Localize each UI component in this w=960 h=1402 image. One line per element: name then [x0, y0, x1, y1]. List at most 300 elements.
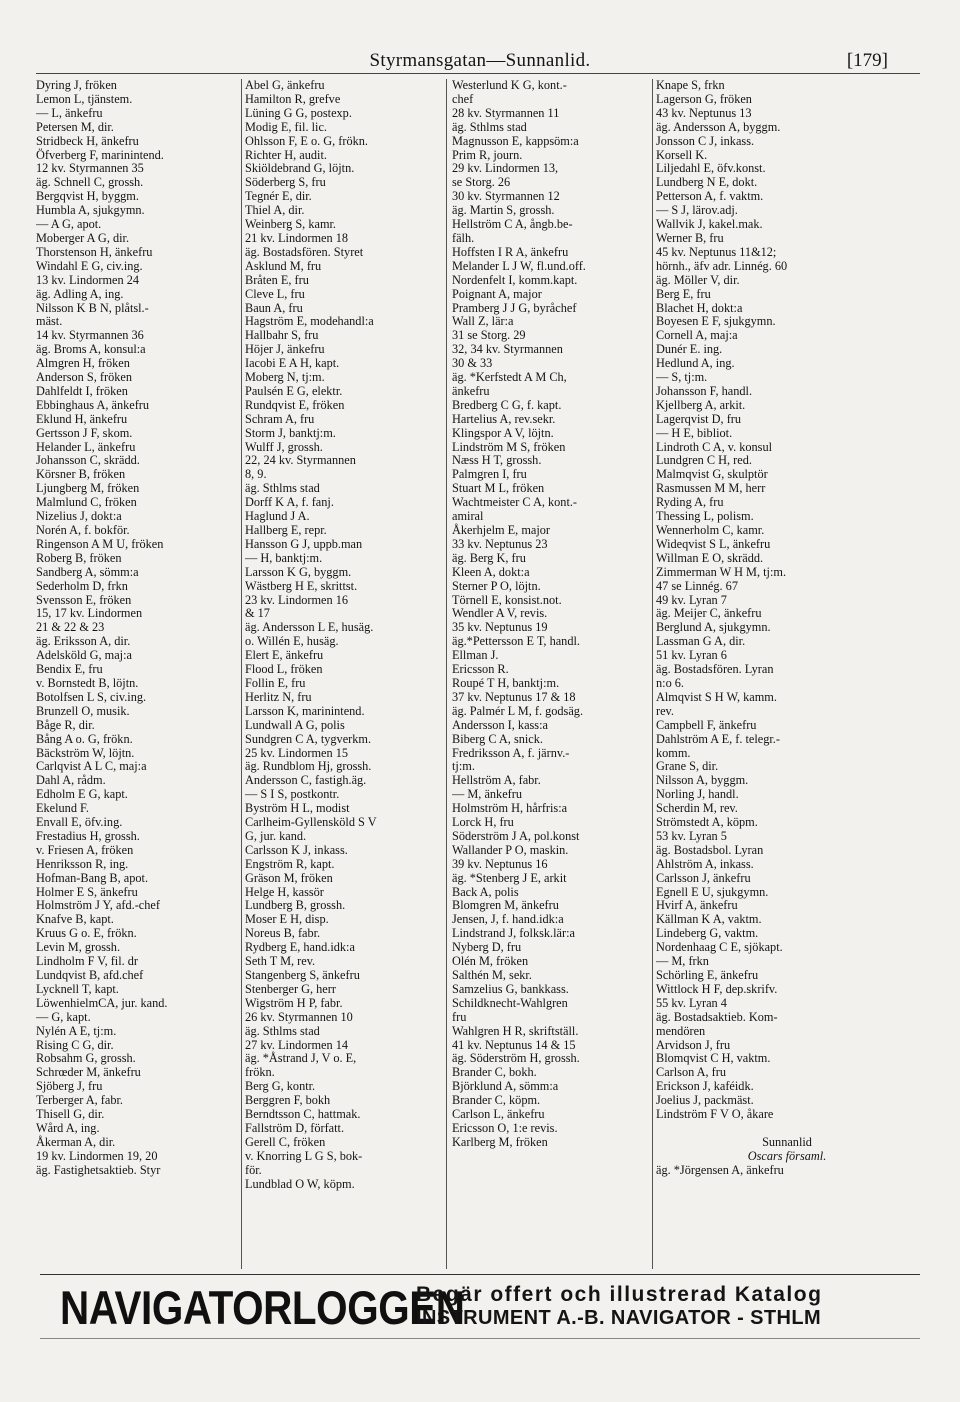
directory-entry-line: Klingspor A V, löjtn. [452, 425, 554, 440]
directory-entry-line: Rasmussen M M, herr [656, 481, 766, 496]
directory-entry-line: 47 se Linnég. 67 [656, 578, 738, 593]
directory-entry-line: Carlson L, änkefru [452, 1107, 545, 1122]
directory-entry-line: Dorff K A, f. fanj. [245, 495, 334, 510]
directory-entry-line: äg. Bostadsfören. Lyran [656, 662, 774, 677]
directory-entry-line: Lindström F V O, åkare [656, 1107, 774, 1122]
directory-entry-line: Ericsson O, 1:e revis. [452, 1120, 558, 1135]
directory-entry-line: Lundberg B, grossh. [245, 898, 346, 913]
directory-entry-line: komm. [656, 745, 691, 760]
directory-entry-line: äg. Palmér L M, f. godsäg. [452, 703, 584, 718]
directory-entry-line: v. Friesen A, fröken [36, 842, 134, 857]
directory-entry-line: äg. Sthlms stad [245, 481, 320, 496]
directory-entry-line: Korsell K. [656, 147, 708, 162]
directory-entry-line: — H E, bibliot. [656, 425, 733, 440]
directory-entry-line: Haglund J A. [245, 509, 310, 524]
directory-entry-line: 31 se Storg. 29 [452, 328, 526, 343]
directory-entry-line: Adelsköld G, maj:a [36, 648, 132, 663]
directory-entry-line: Berg E, fru [656, 286, 711, 301]
directory-entry-line: Bäckström W, löjtn. [36, 745, 135, 760]
column-divider [652, 79, 653, 1269]
directory-entry-line: Cornell A, maj:a [656, 328, 738, 343]
directory-entry-line: Berg G, kontr. [245, 1079, 316, 1094]
directory-entry-line: Storm J, banktj:m. [245, 425, 336, 440]
directory-entry-line: Lassman G A, dir. [656, 634, 746, 649]
directory-entry-line: — S, tj:m. [656, 370, 708, 385]
directory-column-2 [245, 79, 441, 1271]
directory-entry-line: äg. Berg K, fru [452, 550, 526, 565]
directory-entry-line: Salthén M, sekr. [452, 968, 532, 982]
advertisement-top-rule [40, 1274, 920, 1275]
directory-entry-line: se Storg. 26 [452, 175, 511, 190]
directory-entry-line: Lüning G G, postexp. [245, 105, 352, 120]
directory-entry-line: Hoffsten I R A, änkefru [452, 244, 569, 259]
directory-entry-line: Schrœder M, änkefru [36, 1065, 141, 1080]
directory-entry-line: Knafve B, kapt. [36, 912, 114, 927]
directory-entry-line: Stridbeck H, änkefru [36, 133, 139, 148]
directory-entry-line: 21 & 22 & 23 [36, 620, 105, 635]
directory-entry-line: Holmström J Y, afd.-chef [36, 898, 160, 913]
directory-entry-line: Wennerholm C, kamr. [656, 523, 765, 537]
directory-entry-line: Henriksson R, ing. [36, 856, 129, 871]
directory-entry-line: Wendler A V, revis. [452, 606, 548, 621]
directory-entry-line: Carlsson K J, inkass. [245, 842, 348, 857]
directory-entry-line: Söderberg S, fru [245, 175, 326, 190]
directory-entry-line: äg. Bostadsaktieb. Kom- [656, 1009, 778, 1024]
directory-entry-line: Sjöberg J, fru [36, 1079, 103, 1094]
directory-entry-line: Ryding A, fru [656, 495, 724, 510]
header-rule [36, 73, 920, 74]
directory-entry-line: Tegnér E, dir. [245, 189, 312, 204]
directory-entry-line: Carlheim-Gyllensköld S V [245, 815, 377, 830]
directory-entry-line: 37 kv. Neptunus 17 & 18 [452, 689, 576, 704]
directory-entry-line: Strömstedt A, köpm. [656, 815, 758, 830]
directory-entry-line: 25 kv. Lindormen 15 [245, 745, 349, 760]
directory-entry-line: Elert E, änkefru [245, 648, 324, 663]
directory-entry-line: Seth T M, rev. [245, 954, 316, 969]
directory-entry-line: Johansson F, handl. [656, 383, 753, 398]
directory-entry-line: Sandberg A, sömm:a [36, 564, 139, 579]
directory-entry-line: 43 kv. Neptunus 13 [656, 105, 752, 120]
directory-entry-line: Magnusson E, kappsöm:a [452, 133, 579, 148]
directory-entry-line: Lemon L, tjänstem. [36, 91, 133, 106]
directory-entry-line: Dahlfeldt I, fröken [36, 383, 128, 398]
directory-entry-line: 12 kv. Styrmannen 35 [36, 161, 144, 176]
directory-entry-line: mäst. [36, 314, 63, 329]
directory-entry-line: 32, 34 kv. Styrmannen [452, 342, 563, 357]
advertisement-bottom-rule [40, 1338, 920, 1339]
directory-entry-line: Källman K A, vaktm. [656, 912, 762, 927]
directory-entry-line: Follin E, fru [245, 675, 306, 690]
directory-entry-line: 23 kv. Lindormen 16 [245, 592, 349, 607]
directory-entry-line: Westerlund K G, kont.- [452, 79, 567, 92]
directory-entry-line: 14 kv. Styrmannen 36 [36, 328, 144, 343]
directory-entry-line: Dyring J, fröken [36, 79, 117, 92]
directory-entry-line: Asklund M, fru [245, 258, 322, 273]
directory-entry-line: Wachtmeister C A, kont.- [452, 495, 578, 510]
directory-entry-line: Humbla A, sjukgymn. [36, 203, 145, 218]
directory-entry-line: Jonsson C J, inkass. [656, 133, 755, 148]
directory-entry-line: Berggren F, bokh [245, 1093, 331, 1108]
directory-entry-line: Moberg N, tj:m. [245, 370, 325, 385]
directory-entry-line: Næss H T, grossh. [452, 453, 542, 468]
directory-entry-line: Envall E, öfv.ing. [36, 815, 123, 830]
directory-entry-line: Thorstenson H, änkefru [36, 244, 153, 259]
directory-entry-line: Hellström A, fabr. [452, 773, 541, 788]
directory-entry-line: Hellström C A, ångb.be- [452, 217, 573, 232]
directory-entry-line: v. Knorring L G S, bok- [245, 1148, 363, 1163]
directory-entry-line: Roberg B, fröken [36, 550, 122, 565]
directory-entry-line: Lundgren C H, red. [656, 453, 752, 468]
directory-entry-line: Wideqvist S L, änkefru [656, 536, 771, 551]
directory-entry-line: 15, 17 kv. Lindormen [36, 606, 143, 621]
directory-entry-line: — G, kapt. [36, 1009, 91, 1024]
directory-entry-line: Bergqvist H, byggm. [36, 189, 139, 204]
directory-entry-line: Byström H L, modist [245, 801, 350, 816]
directory-entry-line: Scherdin M, rev. [656, 801, 738, 816]
directory-entry-line: Andersson C, fastigh.äg. [245, 773, 367, 788]
directory-entry-line: Bendix E, fru [36, 662, 103, 677]
directory-entry-line: Båge R, dir. [36, 717, 95, 732]
directory-entry-line: frökn. [245, 1065, 275, 1080]
directory-entry-line: Kjellberg A, arkit. [656, 397, 746, 412]
directory-entry-line: äg. Rundblom Hj, grossh. [245, 759, 372, 774]
directory-entry-line: Bråten E, fru [245, 272, 309, 287]
running-title: Styrmansgatan—Sunnanlid. [369, 50, 591, 71]
directory-entry-line: Ohlsson F, E o. G, frökn. [245, 133, 369, 148]
directory-entry-line: Wittlock H F, dep.skrifv. [656, 981, 778, 996]
directory-entry-line: Ringenson A M U, fröken [36, 536, 164, 551]
directory-entry-line: Wästberg H E, skrittst. [245, 578, 358, 593]
directory-entry-line: äg. Bostadsfören. Styret [245, 244, 364, 259]
directory-entry-line: Larsson K, marinintend. [245, 703, 365, 718]
directory-entry-line: Pramberg J J G, byråchef [452, 300, 577, 315]
directory-entry-line: — L, änkefru [36, 105, 103, 120]
directory-column-4 [656, 79, 918, 1271]
directory-entry-line: Malmqvist G, skulptör [656, 467, 768, 482]
directory-entry-line: Noreus B, fabr. [245, 926, 321, 941]
directory-entry-line: fru [452, 1009, 467, 1024]
directory-entry-line: 30 kv. Styrmannen 12 [452, 189, 560, 204]
directory-entry-line: 51 kv. Lyran 6 [656, 648, 727, 663]
directory-entry-line: Hallbahr S, fru [245, 328, 319, 343]
directory-entry-line: Lagerson G, fröken [656, 91, 752, 106]
directory-entry-line: Rising C G, dir. [36, 1037, 114, 1052]
directory-entry-line: Skiöldebrand G, löjtn. [245, 161, 355, 176]
directory-entry-line: Söderström J A, pol.konst [452, 828, 580, 843]
directory-entry-line: Holmström H, hårfris:a [452, 801, 568, 816]
directory-entry-line: chef [452, 91, 474, 106]
directory-entry-line: Moser E H, disp. [245, 912, 329, 927]
directory-entry-line: Baun A, fru [245, 300, 303, 315]
directory-entry-line: Lindholm F V, fil. dr [36, 954, 139, 969]
directory-entry-line: äg. Sthlms stad [245, 1023, 320, 1038]
directory-entry-line: 41 kv. Neptunus 14 & 15 [452, 1037, 576, 1052]
directory-entry-line: äg. Meijer C, änkefru [656, 606, 762, 621]
directory-entry-line: Biberg C A, snick. [452, 731, 543, 746]
directory-entry-line: Anderson S, fröken [36, 370, 132, 385]
directory-entry-line: Iacobi E A H, kapt. [245, 356, 340, 371]
directory-entry-line: äg. Adling A, ing. [36, 286, 124, 301]
directory-entry-line: Nordenhaag C E, sjökapt. [656, 940, 783, 955]
directory-entry-line: Lindroth C A, v. konsul [656, 439, 773, 454]
directory-entry-line: Hvirf A, änkefru [656, 898, 738, 913]
directory-entry-line: o. Willén E, husäg. [245, 634, 339, 649]
directory-entry-line: Nilsson A, byggm. [656, 773, 749, 788]
directory-entry-line: 8, 9. [245, 467, 267, 482]
directory-entry-line: Jensen, J, f. hand.idk:a [452, 912, 564, 927]
directory-entry-line: Nilsson K B N, plåtsl.- [36, 300, 149, 315]
directory-entry-line: Dahlström A E, f. telegr.- [656, 731, 780, 746]
directory-entry-line: — M, änkefru [452, 787, 523, 802]
directory-entry-line: Edholm E G, kapt. [36, 787, 128, 802]
directory-entry-line: Sundgren C A, tygverkm. [245, 731, 372, 746]
directory-entry-line: Rundqvist E, fröken [245, 397, 345, 412]
directory-entry-line: äg. *Åstrand J, V o. E, [245, 1051, 357, 1066]
directory-entry-line: Wulff J, grossh. [245, 439, 323, 454]
page-number: [179] [846, 50, 888, 71]
directory-entry-line: 21 kv. Lindormen 18 [245, 230, 349, 245]
directory-entry-line: Lundblad O W, köpm. [245, 1176, 355, 1191]
directory-entry-line: Almqvist S H W, kamm. [656, 689, 777, 704]
directory-entry-line: Norling J, handl. [656, 787, 739, 802]
directory-entry-line: Svensson E, fröken [36, 592, 132, 607]
directory-entry-line: 45 kv. Neptunus 11&12; [656, 244, 777, 259]
directory-entry-line: Blomqvist C H, vaktm. [656, 1051, 771, 1066]
directory-entry-line: Carlsson J, änkefru [656, 870, 751, 885]
directory-entry-line: Schildknecht-Wahlgren [452, 995, 568, 1010]
directory-entry-line: Liljedahl E, öfv.konst. [656, 161, 766, 176]
directory-entry-line: Hofman-Bang B, apot. [36, 870, 149, 885]
directory-entry-line: Brunzell O, musik. [36, 703, 130, 718]
directory-entry-line: äg. Eriksson A, dir. [36, 634, 131, 649]
directory-entry-line: Robsahm G, grossh. [36, 1051, 136, 1066]
directory-entry-line: Frestadius H, grossh. [36, 828, 140, 843]
directory-entry-line: Gerell C, fröken [245, 1134, 326, 1149]
directory-entry-line: Berglund A, sjukgymn. [656, 620, 771, 635]
directory-entry-line: äg. Söderström H, grossh. [452, 1051, 580, 1066]
directory-entry-line: Wahlgren H R, skriftställ. [452, 1023, 579, 1038]
directory-entry-line: Nylén A E, tj:m. [36, 1023, 117, 1038]
directory-entry-line: 53 kv. Lyran 5 [656, 828, 727, 843]
directory-entry-line: Almgren H, fröken [36, 356, 130, 371]
directory-entry-line: Dunér E. ing. [656, 342, 723, 357]
directory-entry-line: Kruus G o. E, frökn. [36, 926, 137, 941]
directory-entry-line: Stangenberg S, änkefru [245, 968, 360, 982]
directory-entry-line: Fredriksson A, f. järnv.- [452, 745, 570, 760]
directory-entry-line: 29 kv. Lindormen 13, [452, 161, 559, 176]
directory-entry-line: Werner B, fru [656, 230, 724, 245]
advertisement-offer-line: Begär offert och illustrerad Katalog [416, 1283, 823, 1306]
directory-entry-line: hörnh., äfv adr. Linnég. 60 [656, 258, 788, 273]
directory-entry-line: äg. Bostadsbol. Lyran [656, 842, 764, 857]
directory-entry-line: Melander L J W, fl.und.off. [452, 258, 586, 273]
directory-entry-line: Dahl A, rådm. [36, 773, 106, 788]
directory-entry-line: Brander C, köpm. [452, 1093, 541, 1108]
directory-entry-line: Stuart M L, fröken [452, 481, 545, 496]
directory-entry-line: tj:m. [452, 759, 475, 774]
directory-entry-line: Arvidson J, fru [656, 1037, 731, 1052]
directory-entry-line: Kleen A, dokt:a [452, 564, 530, 579]
directory-entry-line: Wigström H P, fabr. [245, 995, 343, 1010]
directory-entry-line: Moberger A G, dir. [36, 230, 130, 245]
directory-entry-line: Lundberg N E, dokt. [656, 175, 758, 190]
directory-entry-line: Abel G, änkefru [245, 79, 325, 92]
directory-entry-line: Willman E O, skrädd. [656, 550, 764, 565]
directory-entry-line: 55 kv. Lyran 4 [656, 995, 727, 1010]
directory-entry-line: Wall Z, lär:a [452, 314, 514, 329]
directory-entry-line: — S J, lärov.adj. [656, 203, 738, 218]
directory-entry-line: 28 kv. Styrmannen 11 [452, 105, 560, 120]
directory-entry-line: Engström R, kapt. [245, 856, 335, 871]
directory-entry-line: 49 kv. Lyran 7 [656, 592, 727, 607]
advertisement-company-line: INSTRUMENT A.-B. NAVIGATOR - STHLM [416, 1307, 822, 1329]
directory-entry-line: 26 kv. Styrmannen 10 [245, 1009, 353, 1024]
directory-entry-line: Holmer E S, änkefru [36, 884, 138, 899]
directory-entry-line: Andersson I, kass:a [452, 717, 548, 732]
directory-entry-line: Grane S, dir. [656, 759, 719, 774]
directory-entry-line: Herlitz N, fru [245, 689, 312, 704]
directory-entry-line: Helander L, änkefru [36, 439, 136, 454]
directory-entry-line: Petterson A, f. vaktm. [656, 189, 764, 204]
directory-entry-line: Nizelius J, dokt:a [36, 509, 122, 524]
directory-entry-line: Flood L, fröken [245, 662, 323, 677]
directory-entry-line: Richter H, audit. [245, 147, 327, 162]
directory-entry-line: Back A, polis [452, 884, 519, 899]
directory-entry-line: Lagerqvist D, fru [656, 411, 742, 426]
directory-entry-line: Öfverberg F, marinintend. [36, 147, 164, 162]
directory-entry-line: Nyberg D, fru [452, 940, 522, 955]
directory-entry-line: Rydberg E, hand.idk:a [245, 940, 355, 955]
directory-entry-line: Egnell E U, sjukgymn. [656, 884, 769, 899]
directory-entry-line: Ekelund F. [36, 801, 89, 816]
directory-entry-line: Erickson J, kaféidk. [656, 1079, 754, 1094]
directory-entry-line: Poignant A, major [452, 286, 542, 301]
directory-entry-line: amiral [452, 509, 484, 524]
directory-entry-line: Ahlström A, inkass. [656, 856, 754, 871]
directory-entry-line: Wård A, ing. [36, 1120, 100, 1135]
directory-entry-line: Eklund H, änkefru [36, 411, 128, 426]
directory-entry-line: Gertsson J F, skom. [36, 425, 133, 440]
directory-entry-line: G, jur. kand. [245, 828, 307, 843]
directory-entry-line: 30 & 33 [452, 356, 493, 371]
directory-entry-line [656, 1122, 918, 1136]
directory-entry-line: Lundqvist B, afd.chef [36, 968, 144, 982]
directory-entry-line: Levin M, grossh. [36, 940, 121, 955]
directory-entry-line: Ljungberg M, fröken [36, 481, 140, 496]
directory-entry-line: rev. [656, 703, 674, 718]
directory-entry-line: Terberger A, fabr. [36, 1093, 124, 1108]
directory-entry-line: mendören [656, 1023, 706, 1038]
parish-label: Oscars församl. [747, 1148, 827, 1163]
directory-entry-line: 27 kv. Lindormen 14 [245, 1037, 349, 1052]
directory-entry-line: Lundwall A G, polis [245, 717, 345, 732]
directory-entry-line: Berndtsson C, hattmak. [245, 1107, 361, 1122]
directory-entry-line: Modig E, fil. lic. [245, 119, 327, 134]
directory-entry-line: Ericsson R. [452, 662, 509, 677]
directory-entry-line: äg. Fastighetsaktieb. Styr [36, 1162, 161, 1177]
directory-entry-line: Johansson C, skrädd. [36, 453, 140, 468]
directory-entry-line: äg. Sthlms stad [452, 119, 527, 134]
directory-entry-line: Lindstrand J, folksk.lär:a [452, 926, 575, 941]
directory-entry-line: Sterner P O, löjtn. [452, 578, 541, 593]
directory-entry-line: äg. *Kerfstedt A M Ch, [452, 370, 567, 385]
column-divider [241, 79, 242, 1269]
directory-entry-line: Hartelius A, rev.sekr. [452, 411, 556, 426]
directory-entry-line: äg. *Stenberg J E, arkit [452, 870, 567, 885]
directory-entry-line: Palmgren I, fru [452, 467, 527, 482]
directory-entry-line: Thessing L, polism. [656, 509, 754, 524]
directory-entry-line: Sederholm D, frkn [36, 578, 128, 593]
directory-entry-line: Åkerhjelm E, major [452, 523, 551, 537]
directory-entry-line: Nordenfelt I, komm.kapt. [452, 272, 578, 287]
directory-column-1 [36, 79, 241, 1271]
directory-entry-line: äg. Martin S, grossh. [452, 203, 555, 218]
directory-entry-line: änkefru [452, 383, 490, 398]
column-divider [446, 79, 447, 1269]
directory-entry-line: Thisell G, dir. [36, 1107, 105, 1122]
directory-entry-line: 22, 24 kv. Styrmannen [245, 453, 356, 468]
directory-entry-line: Roupé T H, banktj:m. [452, 675, 560, 690]
directory-entry-line: Ebbinghaus A, änkefru [36, 397, 150, 412]
advertisement-brand: NAVIGATORLOGGEN [60, 1281, 465, 1334]
directory-entry-line: Larsson K G, byggm. [245, 564, 352, 579]
directory-entry-line: Hamilton R, grefve [245, 91, 341, 106]
directory-entry-line: n:o 6. [656, 675, 685, 690]
directory-entry-line: Cleve L, fru [245, 286, 305, 301]
directory-entry-line: 19 kv. Lindormen 19, 20 [36, 1148, 158, 1163]
directory-entry-line: Hedlund A, ing. [656, 356, 735, 371]
directory-entry-line: Stenberger G, herr [245, 981, 336, 996]
directory-entry-line: äg. Andersson L E, husäg. [245, 620, 374, 635]
directory-entry-line: Carlqvist A L C, maj:a [36, 759, 147, 774]
advertisement [60, 1281, 900, 1333]
directory-entry-line: äg.*Pettersson E T, handl. [452, 634, 580, 649]
directory-entry-line: Petersen M, dir. [36, 119, 114, 134]
directory-entry-line: Hansson G J, uppb.man [245, 536, 363, 551]
directory-entry-line: Fallström D, författ. [245, 1120, 345, 1135]
directory-entry-line: Gräson M, fröken [245, 870, 333, 885]
directory-entry-line: 13 kv. Lindormen 24 [36, 272, 140, 287]
directory-entry-line: Zimmerman W H M, tj:m. [656, 564, 787, 579]
directory-entry-line: Windahl E G, civ.ing. [36, 258, 143, 273]
directory-entry-line: — A G, apot. [36, 217, 102, 232]
directory-entry-line: Åkerman A, dir. [36, 1134, 116, 1149]
directory-entry-line: — H, banktj:m. [245, 550, 323, 565]
directory-entry-line: Boyesen E F, sjukgymn. [656, 314, 776, 329]
directory-entry-line: Körsner B, fröken [36, 467, 126, 482]
directory-entry-line: Carlson A, fru [656, 1065, 727, 1080]
directory-entry-line: äg. Möller V, dir. [656, 272, 740, 287]
directory-entry-line: Botolfsen L S, civ.ing. [36, 689, 147, 704]
directory-entry-line: 35 kv. Neptunus 19 [452, 620, 548, 635]
directory-entry-line: Bredberg C G, f. kapt. [452, 397, 562, 412]
directory-entry-line: Ellman J. [452, 648, 499, 663]
directory-entry-line: Weinberg S, kamr. [245, 217, 336, 232]
directory-entry-line: — M, frkn [656, 954, 709, 969]
directory-entry-line: Wallander P O, maskin. [452, 842, 569, 857]
directory-entry-line: Helge H, kassör [245, 884, 324, 899]
directory-entry-line: Höjer J, änkefru [245, 342, 325, 357]
directory-entry-line: Hagström E, modehandl:a [245, 314, 374, 329]
directory-entry-line: Joelius J, packmäst. [656, 1093, 754, 1108]
directory-entry-line: Björklund A, sömm:a [452, 1079, 559, 1094]
directory-entry-line: Prim R, journ. [452, 147, 523, 162]
directory-entry-line: Samzelius G, bankkass. [452, 981, 569, 996]
directory-entry-line: LöwenhielmCA, jur. kand. [36, 995, 168, 1010]
directory-entry-line: fälh. [452, 230, 475, 245]
directory-entry-line: äg. Schnell C, grossh. [36, 175, 144, 190]
directory-entry-line: — S I S, postkontr. [245, 787, 340, 802]
